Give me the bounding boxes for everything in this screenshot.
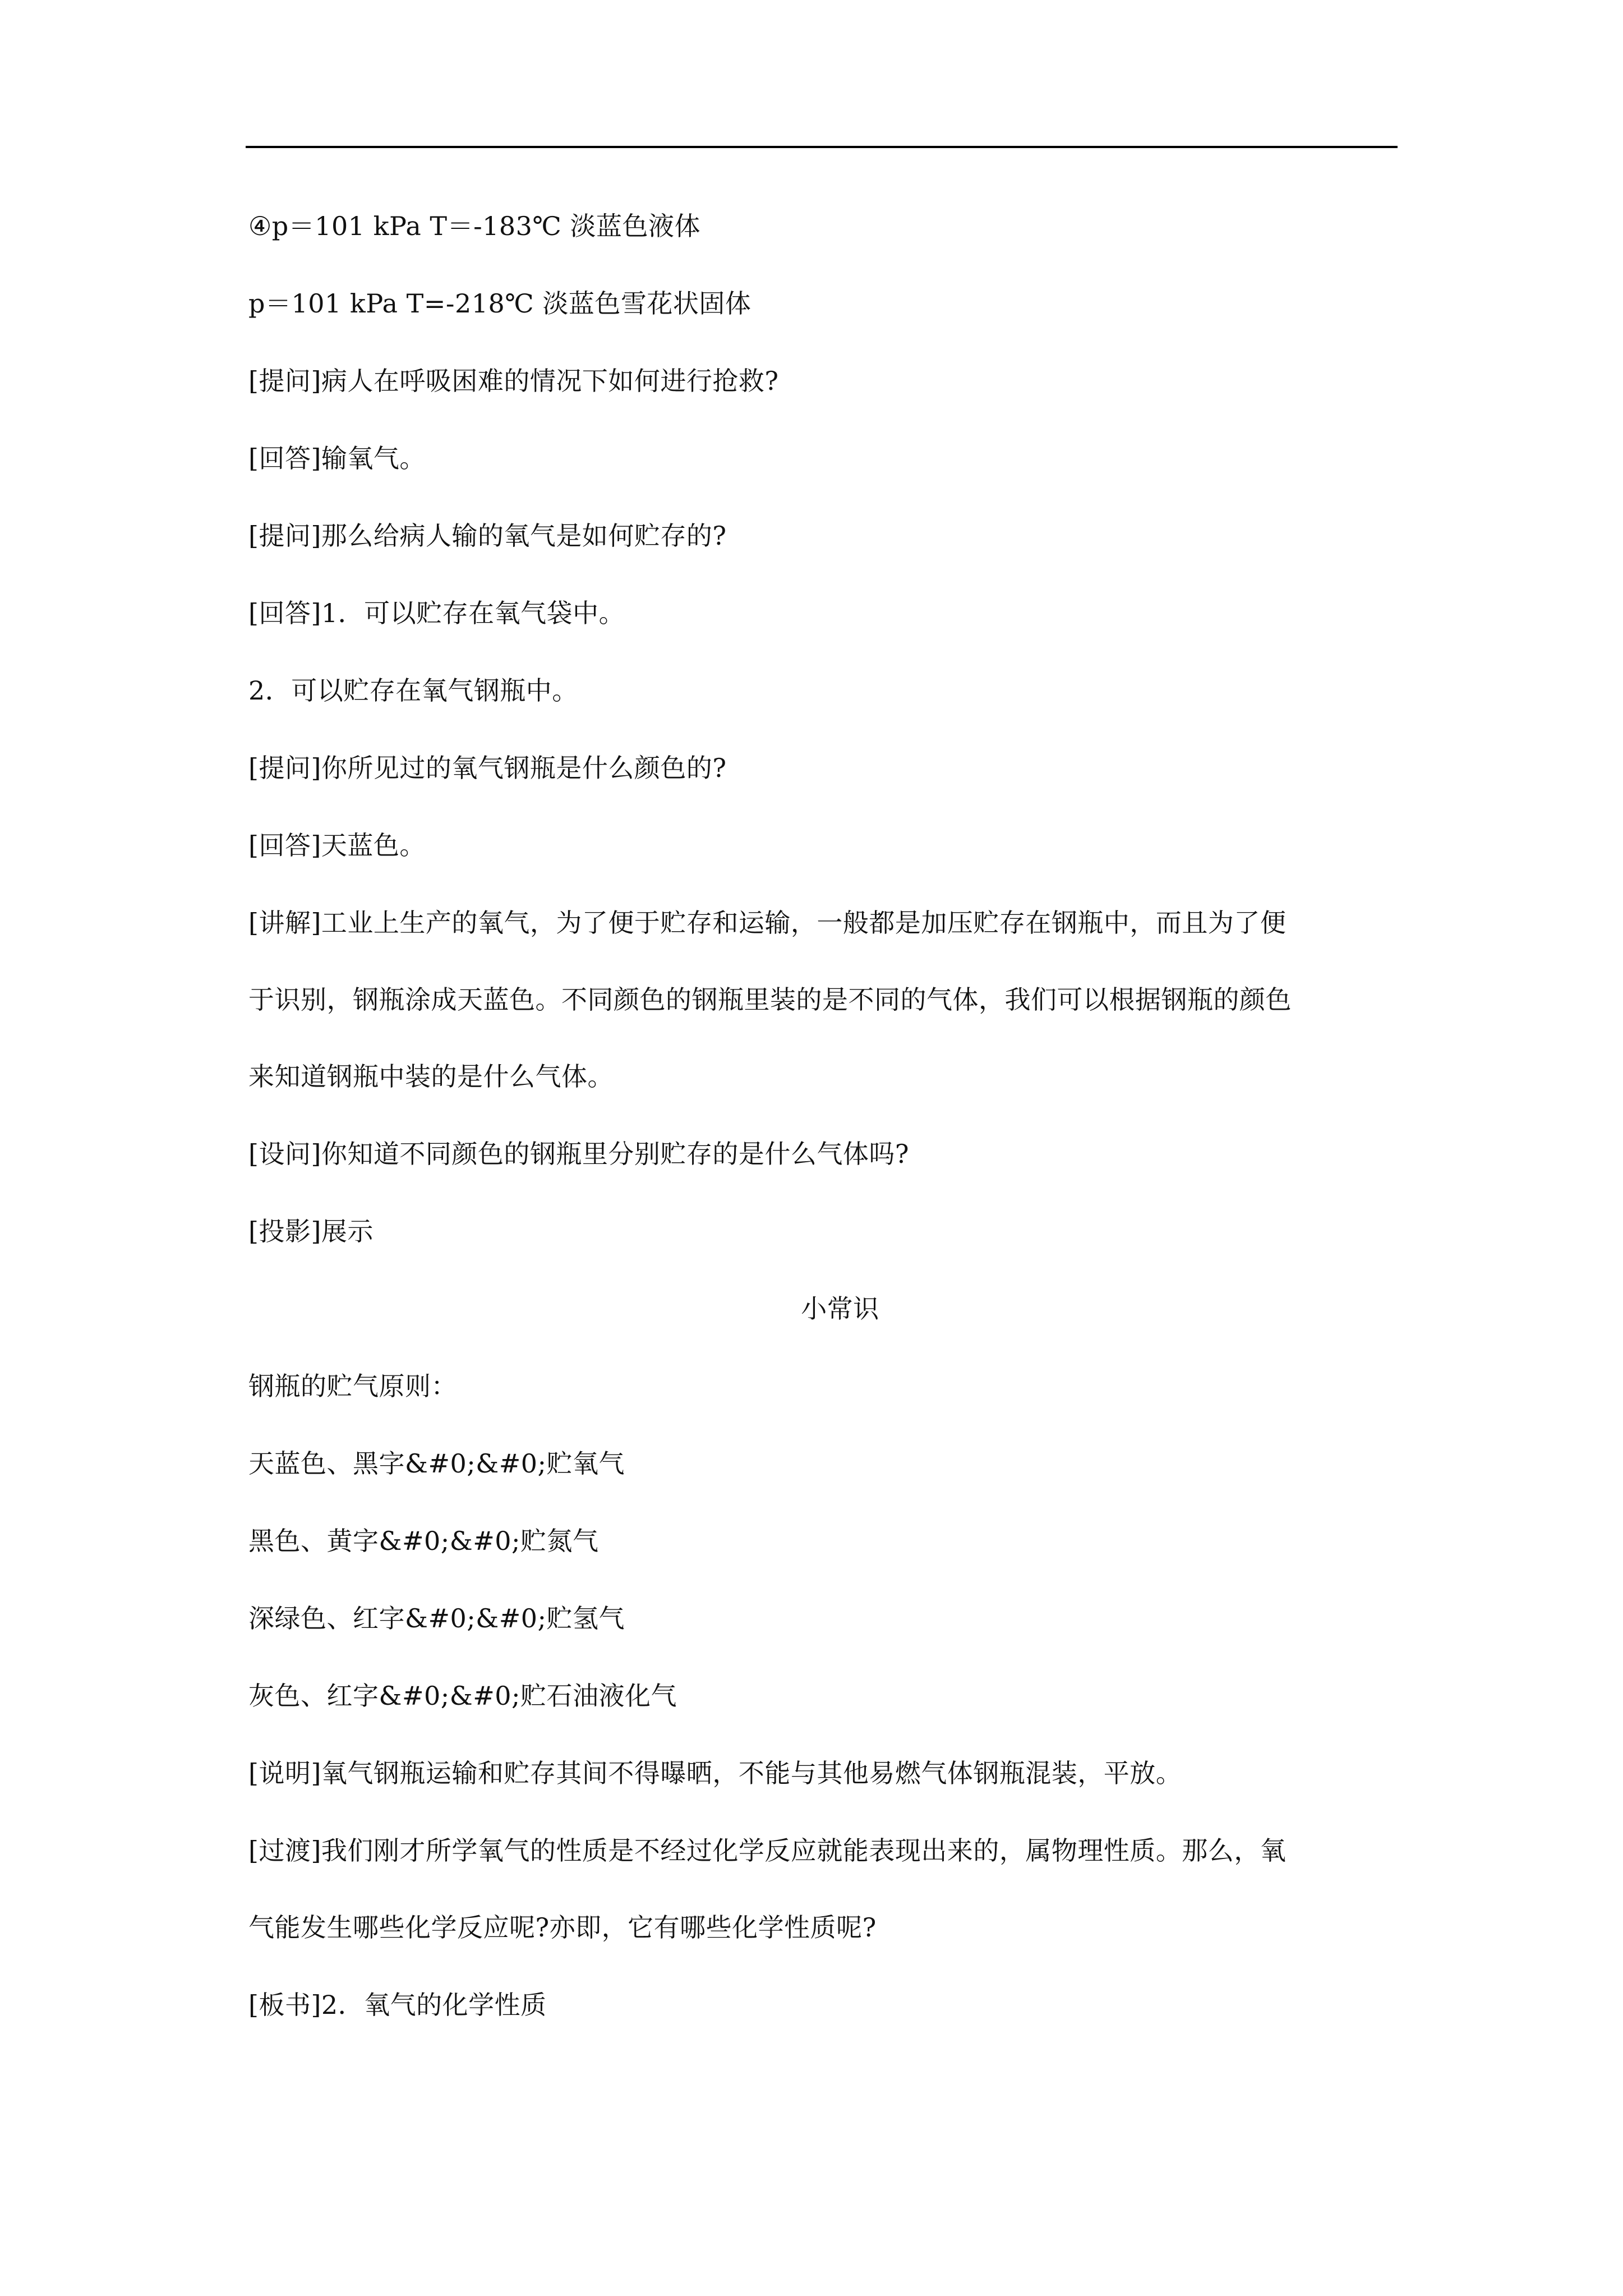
liquid-oxygen-line: ④p＝101 kPa T＝-183℃ 淡蓝色液体 [248,211,701,241]
question-storage: [提问]那么给病人输的氧气是如何贮存的? [248,521,727,551]
tips-heading: 小常识 [801,1294,879,1324]
transition-line-2: 气能发生哪些化学反应呢?亦即，它有哪些化学性质呢? [248,1912,877,1943]
question-color: [提问]你所见过的氧气钢瓶是什么颜色的? [248,753,727,783]
question-gases: [设问]你知道不同颜色的钢瓶里分别贮存的是什么气体吗? [248,1139,910,1169]
explanation-line-1: [讲解]工业上生产的氧气，为了便于贮存和运输，一般都是加压贮存在钢瓶中，而且为了便 [248,908,1287,938]
rule-lpg: 灰色、红字&#0;&#0;贮石油液化气 [248,1681,677,1711]
rule-oxygen: 天蓝色、黑字&#0;&#0;贮氧气 [248,1448,625,1479]
document-body [248,210,1398,2066]
header-rule [246,146,1398,148]
answer-bag: [回答]1．可以贮存在氧气袋中。 [248,598,625,628]
projection-show: [投影]展示 [248,1216,374,1246]
explanation-line-3: 来知道钢瓶中装的是什么气体。 [248,1061,614,1092]
explanation-paragraph [248,907,1398,1093]
note-transport: [说明]氧气钢瓶运输和贮存其间不得曝晒，不能与其他易燃气体钢瓶混装，平放。 [248,1758,1182,1788]
board-heading: [板书]2．氧气的化学性质 [248,1990,547,2020]
transition-paragraph [248,1834,1398,1944]
explanation-line-2: 于识别，钢瓶涂成天蓝色。不同颜色的钢瓶里装的是不同的气体，我们可以根据钢瓶的颜色 [248,984,1292,1015]
transition-line-1: [过渡]我们刚才所学氧气的性质是不经过化学反应就能表现出来的，属物理性质。那么，氧 [248,1835,1287,1866]
answer-skyblue: [回答]天蓝色。 [248,830,426,861]
answer-oxygen: [回答]输氧气。 [248,443,426,473]
solid-oxygen-line: p＝101 kPa T=-218℃ 淡蓝色雪花状固体 [248,288,751,319]
rule-hydrogen: 深绿色、红字&#0;&#0;贮氢气 [248,1603,625,1634]
answer-cylinder: 2．可以贮存在氧气钢瓶中。 [248,675,578,706]
storage-principle: 钢瓶的贮气原则： [248,1371,457,1401]
question-rescue: [提问]病人在呼吸困难的情况下如何进行抢救? [248,366,779,396]
rule-nitrogen: 黑色、黄字&#0;&#0;贮氮气 [248,1526,599,1556]
